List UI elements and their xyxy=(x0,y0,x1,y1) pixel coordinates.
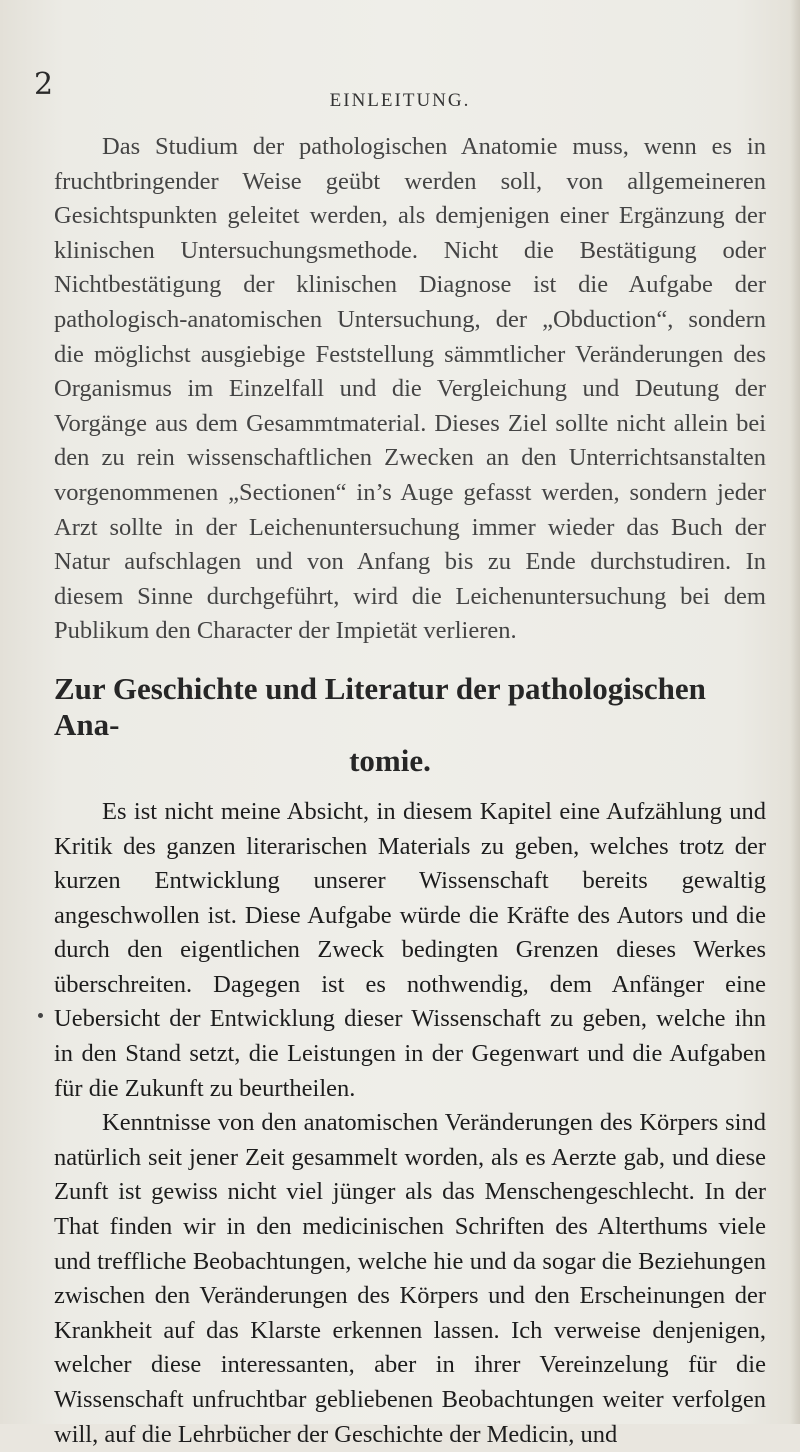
section-paragraph-2: Kenntnisse von den anatomischen Veränderungen des Körpers sind natürlich seit jener Zeit gesammelt worden, als es Aerzte gab, und diese Zunft ist gewiss nicht viel jünger als das Menschengeschlecht. In der That finden wir in den medicinischen Schriften des Alterthums viele und treffliche Beobachtungen, welche hie und da sogar die Beziehungen zwischen den Veränderungen des Körpers und den Erscheinungen der Krankheit auf das Klarste erkennen lassen. Ich verweise denjenigen, welcher diese interessanten, aber in ihrer Vereinzelung für die Wissenschaft unfruchtbar gebliebenen Beobachtungen weiter verfolgen will, auf die Lehrbücher der Geschichte der Medicin, und xyxy=(54,1109,766,1448)
section-heading-line1: Zur Geschichte und Literatur der pathologischen Ana- xyxy=(54,670,706,742)
running-head: EINLEITUNG. xyxy=(329,90,471,111)
margin-mark xyxy=(38,1013,43,1018)
section-heading xyxy=(54,671,766,779)
intro-paragraph: Das Studium der pathologischen Anatomie muss, wenn es in fruchtbringender Weise geübt werden soll, von allgemeineren Gesichtspunkten geleitet werden, als demjenigen einer Ergänzung der klinischen Untersuchungsmethode. Nicht die Bestätigung oder Nichtbestätigung der klinischen Diagnose ist die Aufgabe der pathologisch-anatomischen Untersuchung, der „Obduction“, sondern die möglichst ausgiebige Feststellung sämmtlicher Veränderungen des Organismus im Einzelfall und die Vergleichung und Deutung der Vorgänge aus dem Gesammtmaterial. Dieses Ziel sollte nicht allein bei den zu rein wissenschaftlichen Zwecken an den Unterrichtsanstalten vorgenommenen „Sectionen“ in’s Auge gefasst werden, sondern jeder Arzt sollte in der Leichenuntersuchung immer wieder das Buch der Natur aufschlagen und von Anfang bis zu Ende durchstudiren. In diesem Sinne durchgeführt, wird die Leichenuntersuchung bei dem Publikum den Character der Impietät verlieren. xyxy=(54,133,766,645)
page-number: 2 xyxy=(34,67,54,102)
section-heading-line2: tomie. xyxy=(349,742,431,778)
section-paragraph-1: Es ist nicht meine Absicht, in diesem Kapitel eine Aufzählung und Kritik des ganzen literarischen Materials zu geben, welches trotz der kurzen Entwicklung unserer Wissenschaft bereits gewaltig angeschwollen ist. Diese Aufgabe würde die Kräfte des Autors und die durch den eigentlichen Zweck bedingten Grenzen dieses Werkes überschreiten. Dagegen ist es nothwendig, dem Anfänger eine Uebersicht der Entwicklung dieser Wissenschaft zu geben, welche ihn in den Stand setzt, die Leistungen in der Gegenwart und die Aufgaben für die Zukunft zu beurtheilen. xyxy=(54,797,766,1102)
page-body xyxy=(54,130,766,1452)
page-edge-shadow xyxy=(790,0,800,1424)
